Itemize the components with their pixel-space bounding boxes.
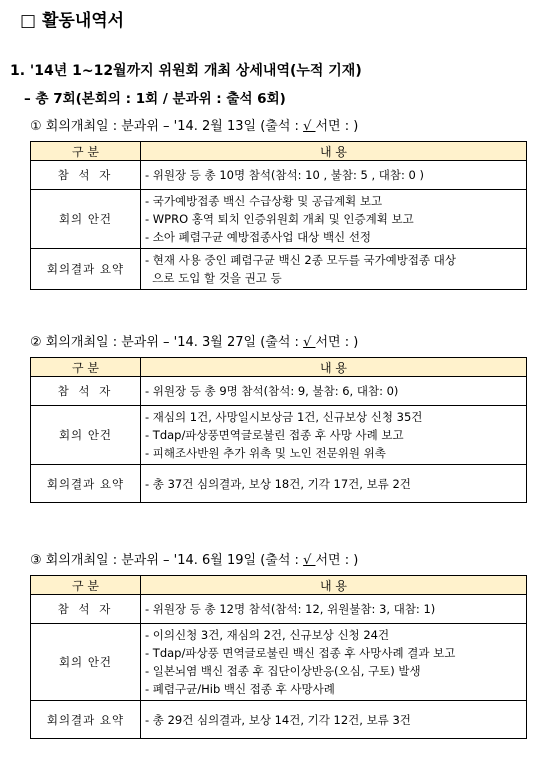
- section-heading: 1. '14년 1~12월까지 위원회 개최 상세내역(누적 기재): [10, 63, 362, 79]
- agenda-label: 회의 안건: [31, 624, 141, 701]
- agenda-item: - 소아 폐렴구균 예방접종사업 대상 백신 선정: [145, 230, 372, 244]
- attendees-value: - 위원장 등 총 9명 참석(참석: 9, 불참: 6, 대참: 0): [141, 377, 527, 406]
- agenda-item: - 국가예방접종 백신 수급상황 및 공급계획 보고: [145, 194, 383, 208]
- meeting-1-heading: ① 회의개최일 : 분과위 – '14. 2월 13일 (출석 : √ 서면 : ): [30, 119, 359, 134]
- col-header-content: 내 용: [141, 358, 527, 377]
- summary-text: - 총 37건 심의결과, 보상 18건, 기각 17건, 보류 2건: [141, 465, 527, 503]
- summary-label: 회의결과 요약: [31, 249, 141, 290]
- section-subheading: – 총 7회(본회의 : 1회 / 분과위 : 출석 6회): [24, 91, 286, 107]
- agenda-list: [141, 190, 527, 249]
- attendees-label: 참 석 자: [31, 595, 141, 624]
- meeting-1-table: [30, 141, 527, 290]
- agenda-item: - 폐렴구균/Hib 백신 접종 후 사망사례: [145, 682, 335, 696]
- attendees-label: 참 석 자: [31, 161, 141, 190]
- attendees-value: - 위원장 등 총 12명 참석(참석: 12, 위원불참: 3, 대참: 1): [141, 595, 527, 624]
- agenda-item: - 재심의 1건, 사망일시보상금 1건, 신규보상 신청 35건: [145, 410, 423, 424]
- meeting-3-heading: ③ 회의개최일 : 분과위 – '14. 6월 19일 (출석 : √ 서면 : ): [30, 553, 359, 568]
- summary-label: 회의결과 요약: [31, 465, 141, 503]
- col-header-content: 내 용: [141, 576, 527, 595]
- agenda-item: - 이의신청 3건, 재심의 2건, 신규보상 신청 24건: [145, 628, 390, 642]
- attendees-value: - 위원장 등 총 10명 참석(참석: 10 , 불참: 5 , 대참: 0 ): [141, 161, 527, 190]
- agenda-item: - WPRO 홍역 퇴치 인증위원회 개최 및 인증계획 보고: [145, 212, 414, 226]
- agenda-item: - 피해조사반원 추가 위촉 및 노인 전문위원 위촉: [145, 446, 386, 460]
- col-header-label: 구 분: [31, 142, 141, 161]
- agenda-item: - 일본뇌염 백신 접종 후 집단이상반응(오심, 구토) 발생: [145, 664, 421, 678]
- agenda-item: - Tdap/파상풍 면역글로불린 백신 접종 후 사망사례 결과 보고: [145, 646, 456, 660]
- summary-text: - 현재 사용 중인 폐렴구균 백신 2종 모두를 국가예방접종 대상 으로 도입 할 것을 권고 등: [141, 249, 527, 290]
- agenda-item: - Tdap/파상풍면역글로불린 접종 후 사망 사례 보고: [145, 428, 404, 442]
- meeting-2-table: [30, 357, 527, 503]
- agenda-label: 회의 안건: [31, 406, 141, 465]
- summary-text: - 총 29건 심의결과, 보상 14건, 기각 12건, 보류 3건: [141, 701, 527, 739]
- meeting-3-table: [30, 575, 527, 739]
- col-header-label: 구 분: [31, 358, 141, 377]
- attendance-check: √: [303, 553, 316, 568]
- agenda-label: 회의 안건: [31, 190, 141, 249]
- meeting-2-heading: ② 회의개최일 : 분과위 – '14. 3월 27일 (출석 : √ 서면 : ): [30, 335, 359, 350]
- col-header-label: 구 분: [31, 576, 141, 595]
- attendance-check: √: [303, 335, 316, 350]
- col-header-content: 내 용: [141, 142, 527, 161]
- summary-label: 회의결과 요약: [31, 701, 141, 739]
- agenda-list: [141, 624, 527, 701]
- document-title: □ 활동내역서: [20, 11, 125, 31]
- attendees-label: 참 석 자: [31, 377, 141, 406]
- attendance-check: √: [303, 119, 316, 134]
- agenda-list: [141, 406, 527, 465]
